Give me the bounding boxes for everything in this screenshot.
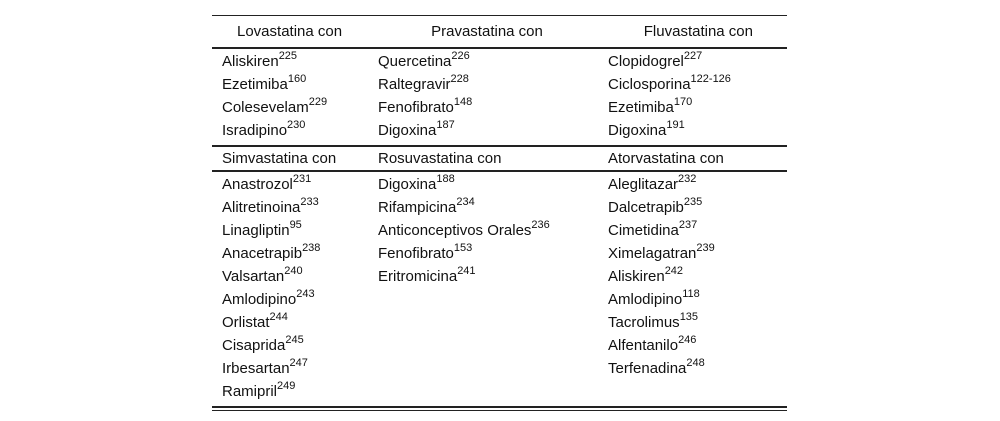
drug-entry [222, 334, 378, 357]
drug-name: Alitretinoina [222, 199, 301, 216]
reference-number: 153 [453, 242, 473, 254]
group1-body [212, 49, 787, 145]
reference-number: 148 [453, 96, 473, 108]
reference-number: 243 [296, 288, 315, 300]
drug-name: Colesevelam [222, 99, 309, 116]
drug-name: Aliskiren [222, 53, 279, 70]
drug-name: Dalcetrapib [608, 199, 684, 216]
drug-entry [222, 219, 378, 242]
drug-name: Ezetimiba [222, 76, 288, 93]
drug-name: Anticonceptivos Orales [378, 222, 532, 239]
drug-entry [222, 380, 378, 403]
drug-name: Digoxina [608, 122, 667, 139]
drug-entry [608, 96, 787, 119]
drug-name: Valsartan [222, 268, 285, 285]
reference-number: 244 [269, 311, 288, 323]
group1-col3 [608, 50, 787, 142]
drug-name: Tacrolimus [608, 314, 680, 331]
drug-entry [222, 73, 378, 96]
drug-name: Eritromicina [378, 268, 458, 285]
drug-name: Fenofibrato [378, 99, 454, 116]
reference-number: 235 [683, 196, 703, 208]
subheader-atorvastatina: Atorvastatina con [608, 150, 724, 167]
drug-entry [222, 96, 378, 119]
subheader-rosuvastatina: Rosuvastatina con [378, 150, 502, 167]
drug-entry [222, 242, 378, 265]
drug-entry [608, 73, 787, 96]
drug-entry [608, 288, 787, 311]
drug-name: Ramipril [222, 383, 278, 400]
reference-number: 230 [287, 119, 306, 131]
reference-number: 227 [683, 50, 703, 62]
group2-col1 [212, 173, 378, 403]
drug-entry [608, 242, 787, 265]
reference-number: 234 [456, 196, 475, 208]
header-lovastatina: Lovastatina con [237, 23, 343, 40]
drug-entry [222, 196, 378, 219]
reference-number: 170 [673, 96, 693, 108]
reference-number: 245 [285, 334, 304, 346]
reference-number: 228 [450, 73, 469, 85]
reference-number: 229 [308, 96, 328, 108]
reference-number: 233 [300, 196, 319, 208]
drug-entry [378, 242, 608, 265]
drug-name: Aleglitazar [608, 176, 679, 193]
drug-name: Linagliptin [222, 222, 290, 239]
reference-number: 238 [302, 242, 321, 254]
drug-name: Aliskiren [608, 268, 665, 285]
drug-entry [378, 265, 608, 288]
reference-number: 242 [664, 265, 684, 277]
drug-entry [378, 96, 608, 119]
reference-number: 225 [278, 50, 298, 62]
drug-entry [608, 119, 787, 142]
drug-name: Cimetidina [608, 222, 679, 239]
drug-entry [222, 119, 378, 142]
drug-entry [378, 219, 608, 242]
bottom-rule [212, 406, 787, 408]
reference-number: 95 [289, 219, 302, 231]
drug-name: Clopidogrel [608, 53, 684, 70]
drug-entry [608, 357, 787, 380]
drug-entry [378, 173, 608, 196]
reference-number: 188 [436, 173, 455, 185]
statin-interaction-table [212, 15, 787, 411]
drug-name: Orlistat [222, 314, 270, 331]
reference-number: 232 [678, 173, 697, 185]
drug-entry [378, 196, 608, 219]
drug-name: Anacetrapib [222, 245, 303, 262]
group2-body [212, 172, 787, 406]
drug-entry [608, 173, 787, 196]
drug-entry [222, 173, 378, 196]
drug-entry [608, 311, 787, 334]
drug-entry [222, 311, 378, 334]
drug-name: Anastrozol [222, 176, 293, 193]
reference-number: 231 [292, 173, 312, 185]
drug-name: Amlodipino [608, 291, 683, 308]
reference-number: 239 [696, 242, 715, 254]
reference-number: 236 [531, 219, 550, 231]
header-pravastatina: Pravastatina con [431, 23, 543, 40]
subheader-simvastatina: Simvastatina con [222, 150, 337, 167]
drug-name: Ezetimiba [608, 99, 674, 116]
reference-number: 246 [678, 334, 697, 346]
drug-entry [608, 50, 787, 73]
subheader-row [212, 147, 787, 170]
drug-name: Ximelagatran [608, 245, 697, 262]
drug-name: Digoxina [378, 176, 437, 193]
drug-name: Ciclosporina [608, 76, 691, 93]
drug-name: Fenofibrato [378, 245, 454, 262]
reference-number: 118 [682, 288, 700, 300]
drug-entry [222, 288, 378, 311]
reference-number: 240 [284, 265, 303, 277]
reference-number: 248 [686, 357, 705, 369]
reference-number: 249 [277, 380, 296, 392]
drug-name: Quercetina [378, 53, 452, 70]
bottom-rule-double [212, 410, 787, 411]
drug-entry [608, 219, 787, 242]
reference-number: 122-126 [690, 73, 731, 85]
drug-name: Alfentanilo [608, 337, 679, 354]
drug-entry [608, 196, 787, 219]
drug-name: Terfenadina [608, 360, 687, 377]
reference-number: 241 [457, 265, 476, 277]
drug-name: Cisaprida [222, 337, 286, 354]
reference-number: 247 [289, 357, 308, 369]
header-fluvastatina: Fluvastatina con [643, 23, 753, 40]
reference-number: 187 [436, 119, 455, 131]
drug-entry [222, 50, 378, 73]
group1-col2 [378, 50, 608, 142]
drug-entry [608, 334, 787, 357]
drug-entry [222, 357, 378, 380]
reference-number: 135 [679, 311, 699, 323]
drug-name: Irbesartan [222, 360, 290, 377]
drug-entry [378, 50, 608, 73]
header-row [212, 16, 787, 47]
group1-col1 [212, 50, 378, 142]
reference-number: 191 [666, 119, 685, 131]
drug-name: Raltegravir [378, 76, 451, 93]
group2-col3 [608, 173, 787, 403]
drug-name: Digoxina [378, 122, 437, 139]
reference-number: 237 [678, 219, 698, 231]
drug-name: Rifampicina [378, 199, 457, 216]
drug-entry [608, 265, 787, 288]
drug-name: Isradipino [222, 122, 288, 139]
drug-entry [222, 265, 378, 288]
drug-entry [378, 119, 608, 142]
group2-col2 [378, 173, 608, 403]
drug-entry [378, 73, 608, 96]
reference-number: 160 [287, 73, 307, 85]
reference-number: 226 [451, 50, 470, 62]
drug-name: Amlodipino [222, 291, 297, 308]
